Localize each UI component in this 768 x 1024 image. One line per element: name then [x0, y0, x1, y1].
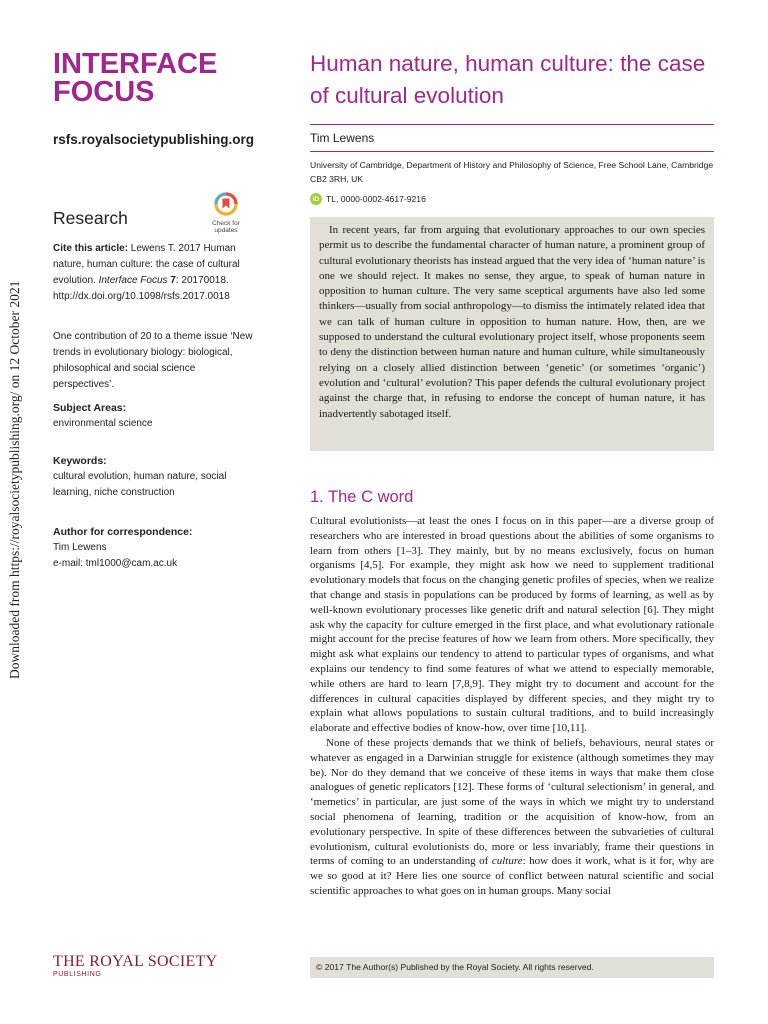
journal-title-line2: FOCUS — [53, 76, 155, 108]
abstract-box — [310, 217, 714, 451]
publisher-logo[interactable] — [53, 954, 218, 979]
keywords-label: Keywords: — [53, 455, 107, 467]
subject-areas — [53, 400, 253, 432]
publisher-name: THE ROYAL SOCIETY — [53, 953, 218, 970]
title-divider — [310, 124, 714, 125]
theme-issue-note: One contribution of 20 to a theme issue ‘New trends in evolutionary biology: biological, philosophical and social science perspectives’. — [53, 331, 253, 390]
body-paragraph-2-emphasis: culture — [491, 855, 523, 868]
journal-title-line1: INTERFACE — [53, 48, 218, 80]
abstract-text: In recent years, far from arguing that evolutionary approaches to our own species permit us to describe the fundamental character of human nature, a prominent group of cultural evolutionary theorists has instead argued that the very idea of ‘human nature’ is one we should reject. It makes no sense, they argue, to speak of human nature in opposition to human culture. The very same sceptical arguments have also led some thinkers—usually from social anthropology—to dismiss the intimately related idea that we can talk of human culture in opposition to human nature. How, then, are we supposed to understand the cultural evolutionary project itself, whose proponents seem to deny the distinction between human nature and human culture, while simultaneously relying on a closely allied distinction between ‘genetic’ (or sometimes ‘organic’) evolution and ‘cultural’ evolution? This paper defends the cultural evolutionary project against the charge that, in refusing to endorse the concept of human nature, it has inadvertently sabotaged itself. — [319, 224, 705, 420]
correspondence-name: Tim Lewens — [53, 542, 107, 553]
check-for-updates-line1: Check for — [212, 220, 240, 227]
download-note: Downloaded from https://royalsocietypublishing.org/ on 12 October 2021 — [7, 280, 22, 680]
citation-volume: 7 — [167, 275, 176, 286]
article-title: Human nature, human culture: the case of cultural evolution — [310, 51, 706, 108]
body-paragraph-2 — [310, 736, 714, 899]
copyright-notice: © 2017 The Author(s) Published by the Royal Society. All rights reserved. — [310, 957, 714, 978]
journal-title[interactable] — [53, 50, 217, 106]
orcid-icon: iD — [310, 193, 322, 205]
journal-url[interactable]: rsfs.royalsocietypublishing.org — [53, 132, 255, 147]
citation-block — [53, 241, 253, 305]
correspondence-email[interactable]: e-mail: tml1000@cam.ac.uk — [53, 558, 178, 569]
keywords-value: cultural evolution, human nature, social learning, niche construction — [53, 471, 227, 498]
orcid-id: TL, 0000-0002-4617-9216 — [326, 194, 426, 204]
check-for-updates-icon — [214, 192, 238, 216]
subject-areas-label: Subject Areas: — [53, 402, 127, 414]
citation-label: Cite this article: — [53, 243, 129, 254]
citation-journal: Interface Focus — [98, 275, 168, 286]
citation-text-after[interactable]: : 20170018. http://dx.doi.org/10.1098/rsfs.2017.0018 — [53, 275, 230, 302]
publisher-sub: PUBLISHING — [53, 971, 102, 978]
body-text — [310, 514, 714, 899]
correspondence — [53, 524, 253, 572]
citation-text-before: Lewens T. 2017 Human nature, human culture: the case of cultural evolution. — [53, 243, 240, 286]
section-tag: Research — [53, 208, 128, 228]
keywords — [53, 453, 253, 501]
orcid-line[interactable] — [310, 193, 426, 205]
body-paragraph-1: Cultural evolutionists—at least the ones I focus on in this paper—are a diverse group of researchers who are interested in broad questions about the abilities of some organisms to learn from others [1–3]. They mainly, but by no means exclusively, focus on human organisms [4,5]. For example, they might ask how we need to supplement traditional evolutionary models that focus on the changing genetic profiles of species, when we realize that change and stasis in populations can be produced by forms of learning, as well as by well-known evolutionary processes like genetic drift and natural selection [6]. They might ask why the capacity for culture emerged in the first place, and what evolutionary rationale might account for the precise features of how we learn from others. More specifically, they might ask what explains our tendency to attend to particular types of organisms, and what explains our tendency to find some features of what we attend to especially memorable, while others are hard to learn [7,8,9]. They might try to document and account for the differences in cultural capacities displayed by different species, and they might try to explain what allows populations to sustain cultural traditions, and to build increasingly elaborate and effective bodies of know-how, over time [10,11]. — [310, 515, 714, 735]
section-heading: 1. The C word — [310, 488, 414, 506]
check-for-updates-line2: updates — [214, 227, 238, 234]
author-affiliation: University of Cambridge, Department of History and Philosophy of Science, Free School Lane, Cambridge CB2 3RH, UK — [310, 160, 714, 184]
article-author: Tim Lewens — [310, 131, 375, 145]
author-divider — [310, 151, 714, 152]
body-paragraph-2-start: None of these projects demands that we think of beliefs, behaviours, neural states or whatever as engaged in a Darwinian struggle for existence (although sometimes they may be). Nor do they demand that we conceive of these items in ways that make them close analogues of genetic replicators [12]. These forms of ‘cultural selectionism’ in general, and ‘memetics’ in particular, are just some of the ways in which we might try to understand social phenomena of learning, tradition or the acquisition of know-how, from an evolutionary perspective. In spite of these differences between the subvarieties of cultural evolutionism, cultural evolutionists do, more or less invariably, frame their questions in terms of coming to an understanding of — [310, 736, 714, 868]
subject-areas-value: environmental science — [53, 418, 153, 429]
check-for-updates-button[interactable] — [208, 192, 244, 234]
body-paragraph-2-end: : how does it work, what is it for, why are we so good at it? Here lies one source of conflict between natural scientific and social scientific approaches to what goes on in human groups. Many social — [310, 855, 714, 897]
correspondence-label: Author for correspondence: — [53, 526, 193, 538]
